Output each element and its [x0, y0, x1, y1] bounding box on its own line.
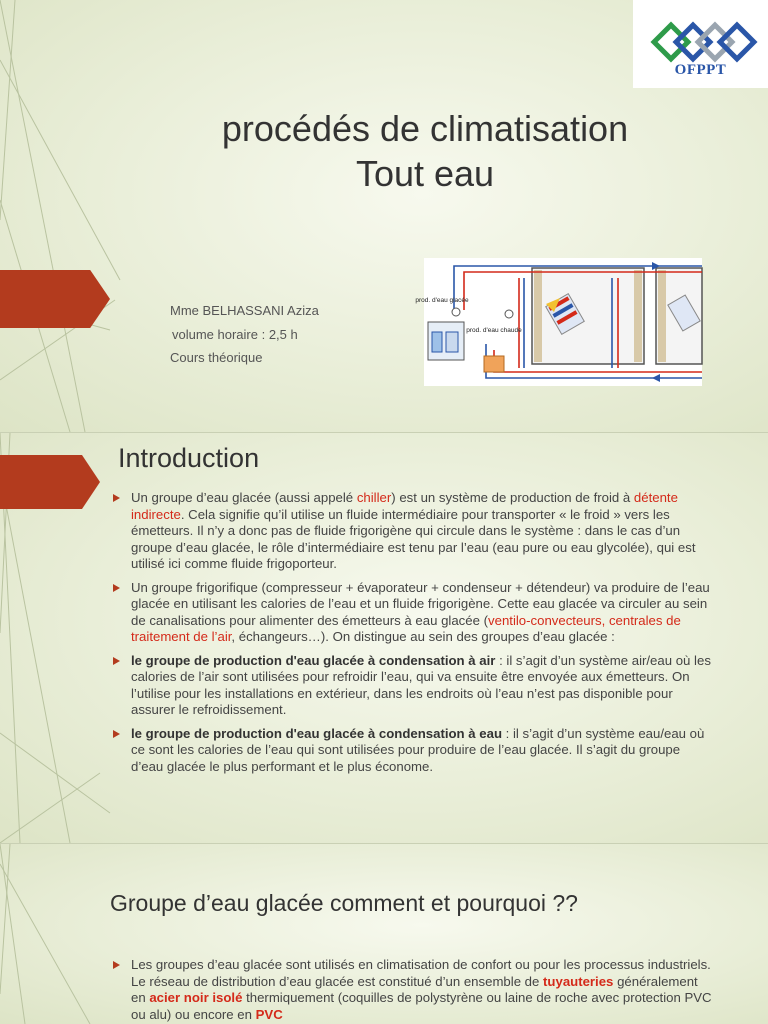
bullet-arrow-icon: [113, 494, 120, 502]
volume-horaire: volume horaire : 2,5 h: [172, 327, 298, 342]
bullet-arrow-icon: [113, 584, 120, 592]
list-item: le groupe de production d'eau glacée à condensation à air : il s’agit d’un système air/eau où les calories de l’air sont utilisées pour refroidir l’eau, qui va ensuite être envoyée aux émetteurs. On l’utilise pour les installations en extérieur, dans les endroits où l’eau n’est pas disponible pour assurer le refroidissement.: [112, 653, 712, 719]
section-heading: Introduction: [118, 443, 260, 473]
hvac-diagram: [415, 258, 702, 386]
course-type: Cours théorique: [170, 350, 263, 365]
accent-arrow: [0, 455, 100, 509]
logo-text: OFPPT: [674, 62, 727, 78]
list-item: Les groupes d’eau glacée sont utilisés en climatisation de confort ou pour les processus industriels. Le réseau de distribution d’eau glacée est constitué d’un ensemble de tuyauteries généralement en acier noir isolé thermiquement (coquilles de polystyrène ou laine de roche avec protection PVC ou alu) ou encore en PVC: [112, 957, 712, 1023]
term-condensation-eau: le groupe de production d'eau glacée à condensation à eau: [131, 725, 502, 741]
term-acier-noir-isole: acier noir isolé: [149, 990, 243, 1005]
title-line-1: procédés de climatisation: [221, 108, 629, 149]
term-pvc: PVC: [255, 1006, 283, 1022]
bullet-arrow-icon: [113, 657, 120, 665]
list-item: Un groupe frigorifique (compresseur + évaporateur + condenseur + détendeur) va produire de l’eau glacée en utilisant les calories de l’eau et un fluide frigorigène. Cette eau glacée va circuler au sein de canalisations pour alimenter des émetteurs à eau glacée (ventilo-convecteurs, centrales de traitement de l’air, échangeurs…). On distingue au sein des groupes d’eau glacée :: [112, 580, 712, 646]
bullet-arrow-icon: [113, 961, 120, 969]
term-tuyauteries: tuyauteries: [543, 973, 614, 989]
groupe-eau-glacee-slide: [0, 844, 768, 1024]
term-detente-indirecte: détente indirecte: [131, 490, 678, 522]
term-condensation-air: le groupe de production d'eau glacée à condensation à air: [131, 652, 496, 668]
accent-arrow: [0, 270, 110, 328]
title-slide: [0, 0, 768, 432]
bullet-list: [112, 490, 712, 782]
author: Mme BELHASSANI Aziza: [170, 303, 319, 318]
decorative-lines: [0, 844, 130, 1024]
diagram-label-glacee: prod. d'eau glacée: [415, 297, 469, 304]
title-line-2: Tout eau: [355, 153, 495, 194]
section-heading: Groupe d’eau glacée comment et pourquoi ??: [110, 890, 578, 916]
decorative-lines: [0, 0, 130, 432]
diagram-label-chaude: prod. d'eau chaude: [466, 327, 522, 334]
list-item: le groupe de production d'eau glacée à condensation à eau : il s’agit d’un système eau/eau où ce sont les calories de l’eau qui sont utilisées pour produire de l’eau glacée. Il s’agit du groupe d’eau glacée le plus performant et le plus économe.: [112, 726, 712, 776]
bullet-arrow-icon: [113, 730, 120, 738]
term-emetteurs: ventilo-convecteurs, centrales de traitement de l’air: [131, 612, 681, 644]
logo-rings-icon: [633, 0, 768, 62]
ofppt-logo: [633, 0, 768, 88]
term-chiller: chiller: [356, 490, 392, 505]
bullet-list: [112, 957, 712, 1023]
introduction-slide: [0, 433, 768, 843]
list-item: Un groupe d’eau glacée (aussi appelé chiller) est un système de production de froid à détente indirecte. Cela signifie qu’il utilise un fluide intermédiaire pour transporter « le froid » vers les émetteurs. Il n’y a donc pas de fluide frigorigène qui circule dans le système : dans le cas d’un groupe d’eau glacée, le rôle d’intermédiaire est tenu par l’eau (eau pure ou eau glycolée), qui est utilisé ici comme fluide frigoporteur.: [112, 490, 712, 573]
